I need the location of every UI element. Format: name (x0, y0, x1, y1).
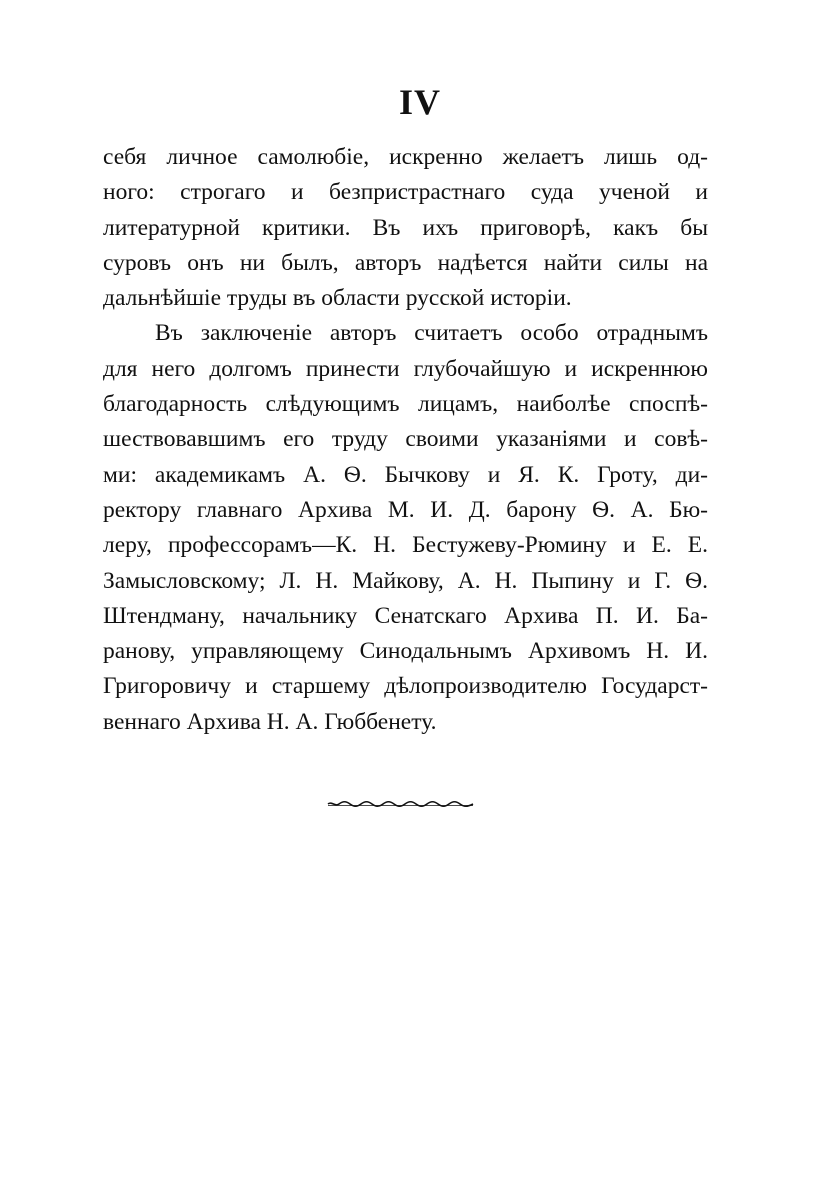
page-number: IV (398, 82, 441, 122)
text-line: леру, профессорамъ—К. Н. Бестужеву-Рюмину и Е. Е. (103, 532, 708, 559)
text-line: шествовавшимъ его труду своими указаніями и совѣ- (103, 426, 708, 453)
text-line: благодарность слѣдующимъ лицамъ, наиболѣе споспѣ- (103, 391, 708, 418)
body-text (103, 140, 708, 740)
text-line: Штендману, начальнику Сенатскаго Архива П. И. Ба- (103, 602, 708, 629)
text-line: ного: строгаго и безпристрастнаго суда ученой и (103, 179, 708, 206)
text-line: дальнѣйшіе труды въ области русской исторіи. (103, 285, 572, 312)
text-line: для него долгомъ принести глубочайшую и искреннюю (103, 355, 708, 382)
text-line: себя личное самолюбіе, искренно желаетъ лишь од- (103, 144, 708, 170)
text-line: Замысловскому; Л. Н. Майкову, А. Н. Пыпину и Г. Ѳ. (103, 567, 708, 594)
text-line: суровъ онъ ни былъ, авторъ надѣется найти силы на (103, 249, 708, 276)
text-line: ранову, управляющему Синодальнымъ Архивомъ Н. И. (103, 638, 708, 665)
text-line: литературной критики. Въ ихъ приговорѣ, какъ бы (103, 214, 708, 241)
text-line: веннаго Архива Н. А. Гюббенету. (103, 708, 437, 735)
paragraph-2 (103, 316, 708, 740)
text-line: Въ заключеніе авторъ считаетъ особо отраднымъ (155, 320, 708, 347)
text-line: ми: академикамъ А. Ѳ. Бычкову и Я. К. Гроту, ди- (103, 461, 708, 488)
text-line: ректору главнаго Архива М. И. Д. барону Ѳ. А. Бю- (103, 496, 708, 523)
ornament-divider-icon (326, 795, 476, 813)
text-line: Григоровичу и старшему дѣлопроизводителю Государст- (103, 673, 708, 700)
paragraph-1 (103, 140, 708, 316)
